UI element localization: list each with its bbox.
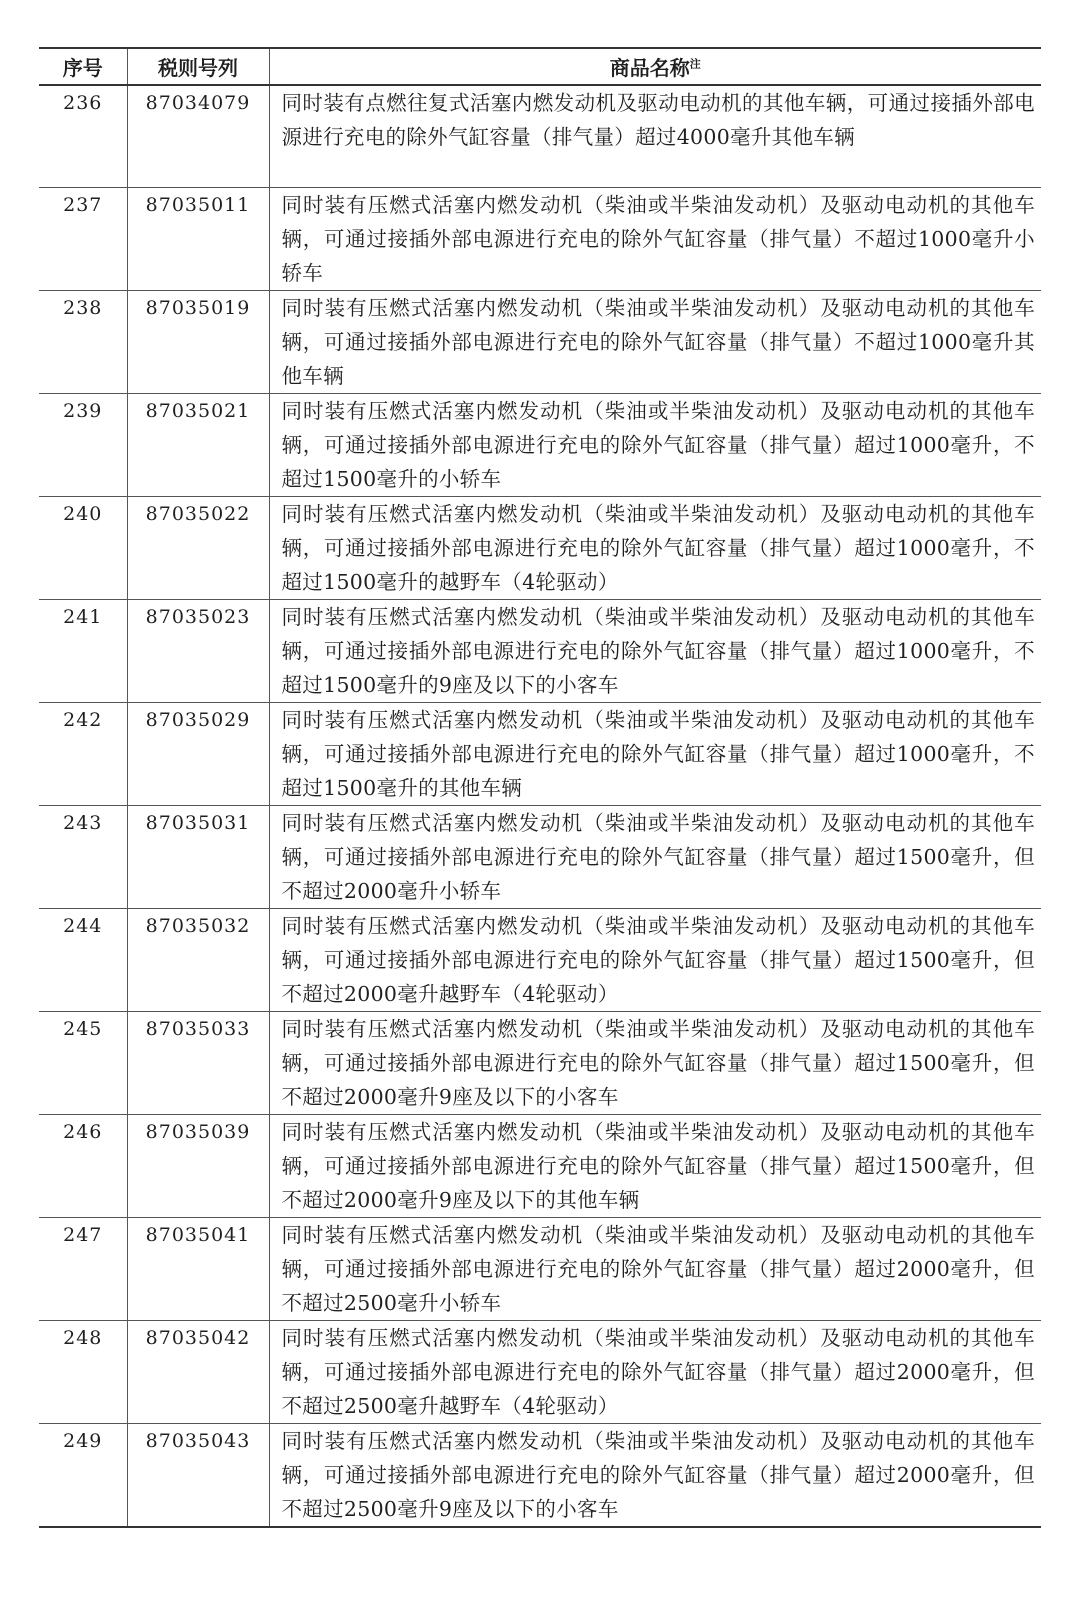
row-tariff-code: 87035039	[127, 1115, 269, 1218]
row-product-name: 同时装有压燃式活塞内燃发动机（柴油或半柴油发动机）及驱动电动机的其他车辆，可通过接插外部电源进行充电的除外气缸容量（排气量）不超过1000毫升小轿车	[269, 188, 1041, 291]
table-row	[39, 600, 1041, 703]
row-seq: 237	[39, 188, 127, 291]
row-seq: 249	[39, 1424, 127, 1528]
row-seq: 242	[39, 703, 127, 806]
table-header	[39, 48, 1041, 85]
row-tariff-code: 87035011	[127, 188, 269, 291]
row-tariff-code: 87035033	[127, 1012, 269, 1115]
row-tariff-code: 87034079	[127, 85, 269, 188]
row-product-name: 同时装有压燃式活塞内燃发动机（柴油或半柴油发动机）及驱动电动机的其他车辆，可通过接插外部电源进行充电的除外气缸容量（排气量）超过1500毫升，但不超过2000毫升9座及以下的其他车辆	[269, 1115, 1041, 1218]
table-body	[39, 85, 1041, 1527]
row-tariff-code: 87035023	[127, 600, 269, 703]
table-row	[39, 909, 1041, 1012]
header-code: 税则号列	[127, 48, 269, 85]
row-product-name: 同时装有压燃式活塞内燃发动机（柴油或半柴油发动机）及驱动电动机的其他车辆，可通过接插外部电源进行充电的除外气缸容量（排气量）超过1000毫升，不超过1500毫升的小轿车	[269, 394, 1041, 497]
row-seq: 239	[39, 394, 127, 497]
table-row	[39, 394, 1041, 497]
table-row	[39, 806, 1041, 909]
document-page	[39, 47, 1041, 1528]
table-row	[39, 291, 1041, 394]
header-name-label: 商品名称	[609, 56, 690, 80]
header-name	[269, 48, 1041, 85]
row-product-name: 同时装有压燃式活塞内燃发动机（柴油或半柴油发动机）及驱动电动机的其他车辆，可通过接插外部电源进行充电的除外气缸容量（排气量）超过1000毫升，不超过1500毫升的9座及以下的小客车	[269, 600, 1041, 703]
table-row	[39, 1218, 1041, 1321]
row-tariff-code: 87035019	[127, 291, 269, 394]
table-row	[39, 1424, 1041, 1528]
row-product-name: 同时装有压燃式活塞内燃发动机（柴油或半柴油发动机）及驱动电动机的其他车辆，可通过接插外部电源进行充电的除外气缸容量（排气量）超过1500毫升，但不超过2000毫升9座及以下的小客车	[269, 1012, 1041, 1115]
tariff-table	[39, 47, 1041, 1528]
row-tariff-code: 87035043	[127, 1424, 269, 1528]
row-product-name: 同时装有点燃往复式活塞内燃发动机及驱动电动机的其他车辆，可通过接插外部电源进行充电的除外气缸容量（排气量）超过4000毫升其他车辆	[269, 85, 1041, 188]
table-row	[39, 1115, 1041, 1218]
row-product-name: 同时装有压燃式活塞内燃发动机（柴油或半柴油发动机）及驱动电动机的其他车辆，可通过接插外部电源进行充电的除外气缸容量（排气量）不超过1000毫升其他车辆	[269, 291, 1041, 394]
row-product-name: 同时装有压燃式活塞内燃发动机（柴油或半柴油发动机）及驱动电动机的其他车辆，可通过接插外部电源进行充电的除外气缸容量（排气量）超过2000毫升，但不超过2500毫升越野车（4轮驱动）	[269, 1321, 1041, 1424]
row-seq: 243	[39, 806, 127, 909]
row-seq: 246	[39, 1115, 127, 1218]
row-tariff-code: 87035022	[127, 497, 269, 600]
row-tariff-code: 87035041	[127, 1218, 269, 1321]
header-row	[39, 48, 1041, 85]
row-seq: 241	[39, 600, 127, 703]
table-row	[39, 188, 1041, 291]
table-row	[39, 1321, 1041, 1424]
row-tariff-code: 87035031	[127, 806, 269, 909]
row-tariff-code: 87035032	[127, 909, 269, 1012]
row-seq: 236	[39, 85, 127, 188]
row-tariff-code: 87035021	[127, 394, 269, 497]
row-product-name: 同时装有压燃式活塞内燃发动机（柴油或半柴油发动机）及驱动电动机的其他车辆，可通过接插外部电源进行充电的除外气缸容量（排气量）超过1000毫升，不超过1500毫升的其他车辆	[269, 703, 1041, 806]
row-seq: 247	[39, 1218, 127, 1321]
row-tariff-code: 87035029	[127, 703, 269, 806]
row-seq: 238	[39, 291, 127, 394]
row-product-name: 同时装有压燃式活塞内燃发动机（柴油或半柴油发动机）及驱动电动机的其他车辆，可通过接插外部电源进行充电的除外气缸容量（排气量）超过1500毫升，但不超过2000毫升小轿车	[269, 806, 1041, 909]
row-tariff-code: 87035042	[127, 1321, 269, 1424]
row-product-name: 同时装有压燃式活塞内燃发动机（柴油或半柴油发动机）及驱动电动机的其他车辆，可通过接插外部电源进行充电的除外气缸容量（排气量）超过2000毫升，但不超过2500毫升小轿车	[269, 1218, 1041, 1321]
row-seq: 240	[39, 497, 127, 600]
header-seq: 序号	[39, 48, 127, 85]
table-row	[39, 85, 1041, 188]
row-seq: 245	[39, 1012, 127, 1115]
table-row	[39, 703, 1041, 806]
table-row	[39, 1012, 1041, 1115]
row-product-name: 同时装有压燃式活塞内燃发动机（柴油或半柴油发动机）及驱动电动机的其他车辆，可通过接插外部电源进行充电的除外气缸容量（排气量）超过1000毫升，不超过1500毫升的越野车（4轮驱动）	[269, 497, 1041, 600]
table-row	[39, 497, 1041, 600]
row-seq: 244	[39, 909, 127, 1012]
row-seq: 248	[39, 1321, 127, 1424]
row-product-name: 同时装有压燃式活塞内燃发动机（柴油或半柴油发动机）及驱动电动机的其他车辆，可通过接插外部电源进行充电的除外气缸容量（排气量）超过1500毫升，但不超过2000毫升越野车（4轮驱动）	[269, 909, 1041, 1012]
row-product-name: 同时装有压燃式活塞内燃发动机（柴油或半柴油发动机）及驱动电动机的其他车辆，可通过接插外部电源进行充电的除外气缸容量（排气量）超过2000毫升，但不超过2500毫升9座及以下的小客车	[269, 1424, 1041, 1528]
header-name-note: 注	[689, 57, 701, 71]
